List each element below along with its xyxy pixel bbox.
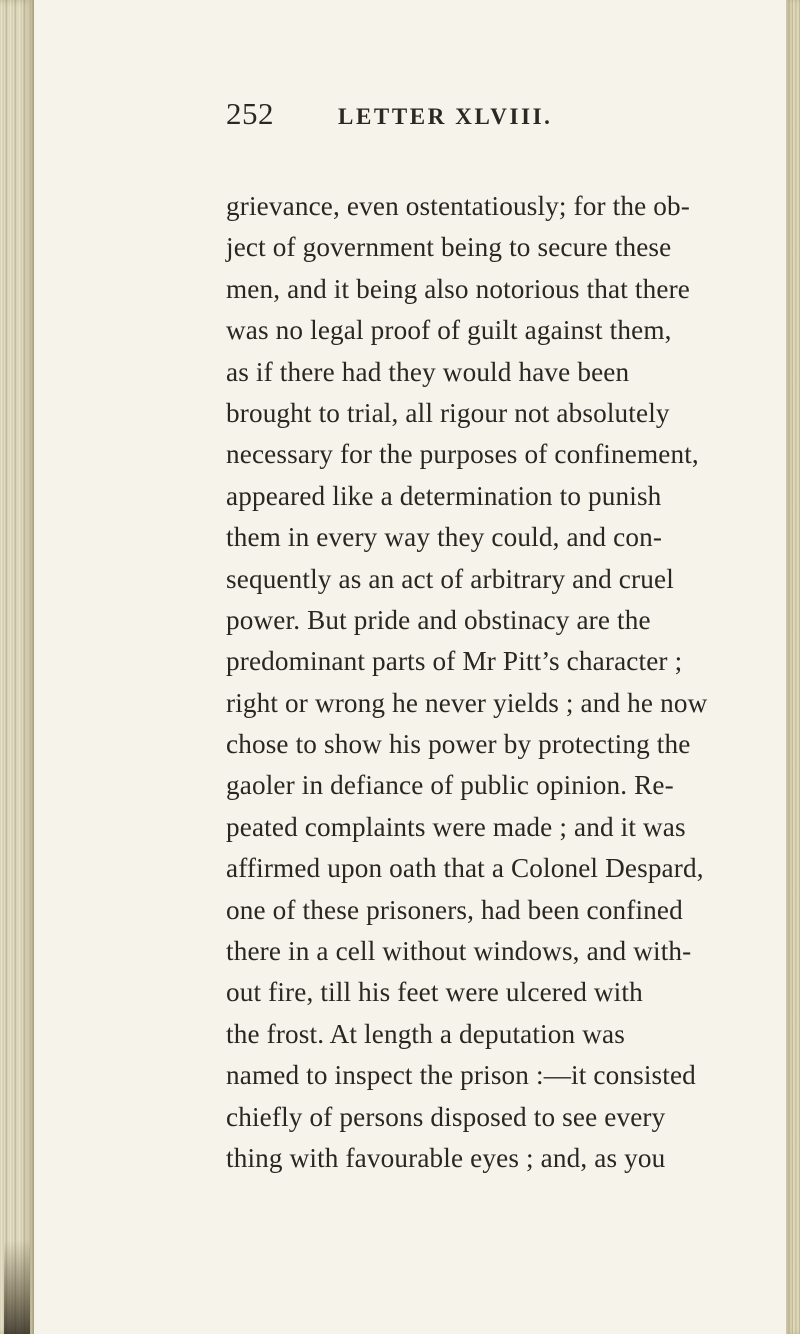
text-line: appeared like a determination to punish [226,480,662,511]
text-line: the frost. At length a deputation was [226,1018,625,1049]
page-header [0,96,800,146]
running-head: LETTER XLVIII. [338,104,553,129]
binding-gutter [0,0,34,1334]
text-line: was no legal proof of guilt against them, [226,315,672,346]
text-line: necessary for the purposes of confinement, [226,439,699,470]
text-line: one of these prisoners, had been confined [226,894,683,925]
text-line: there in a cell without windows, and with- [226,936,692,967]
text-line: them in every way they could, and con- [226,522,663,553]
text-line: brought to trial, all rigour not absolutely [226,397,670,428]
page-number: 252 [226,96,274,131]
text-line: affirmed upon oath that a Colonel Despard, [226,853,704,884]
text-line: power. But pride and obstinacy are the [226,604,651,635]
text-line: peated complaints were made ; and it was [226,811,686,842]
text-line: gaoler in defiance of public opinion. Re- [226,770,674,801]
text-line: as if there had they would have been [226,356,630,387]
text-line: men, and it being also notorious that there [226,273,691,304]
text-line: predominant parts of Mr Pitt’s character ; [226,646,683,677]
text-line: thing with favourable eyes ; and, as you [226,1142,666,1173]
text-line: chiefly of persons disposed to see every [226,1101,666,1132]
text-line: sequently as an act of arbitrary and cruel [226,563,674,594]
text-line: out fire, till his feet were ulcered with [226,977,643,1008]
body-text [226,186,800,1179]
text-line: chose to show his power by protecting the [226,729,691,760]
text-line: right or wrong he never yields ; and he now [226,687,708,718]
text-line: named to inspect the prison :—it consisted [226,1060,696,1091]
text-line: grievance, even ostentatiously; for the ob- [226,191,690,221]
text-line: ject of government being to secure these [226,232,672,263]
